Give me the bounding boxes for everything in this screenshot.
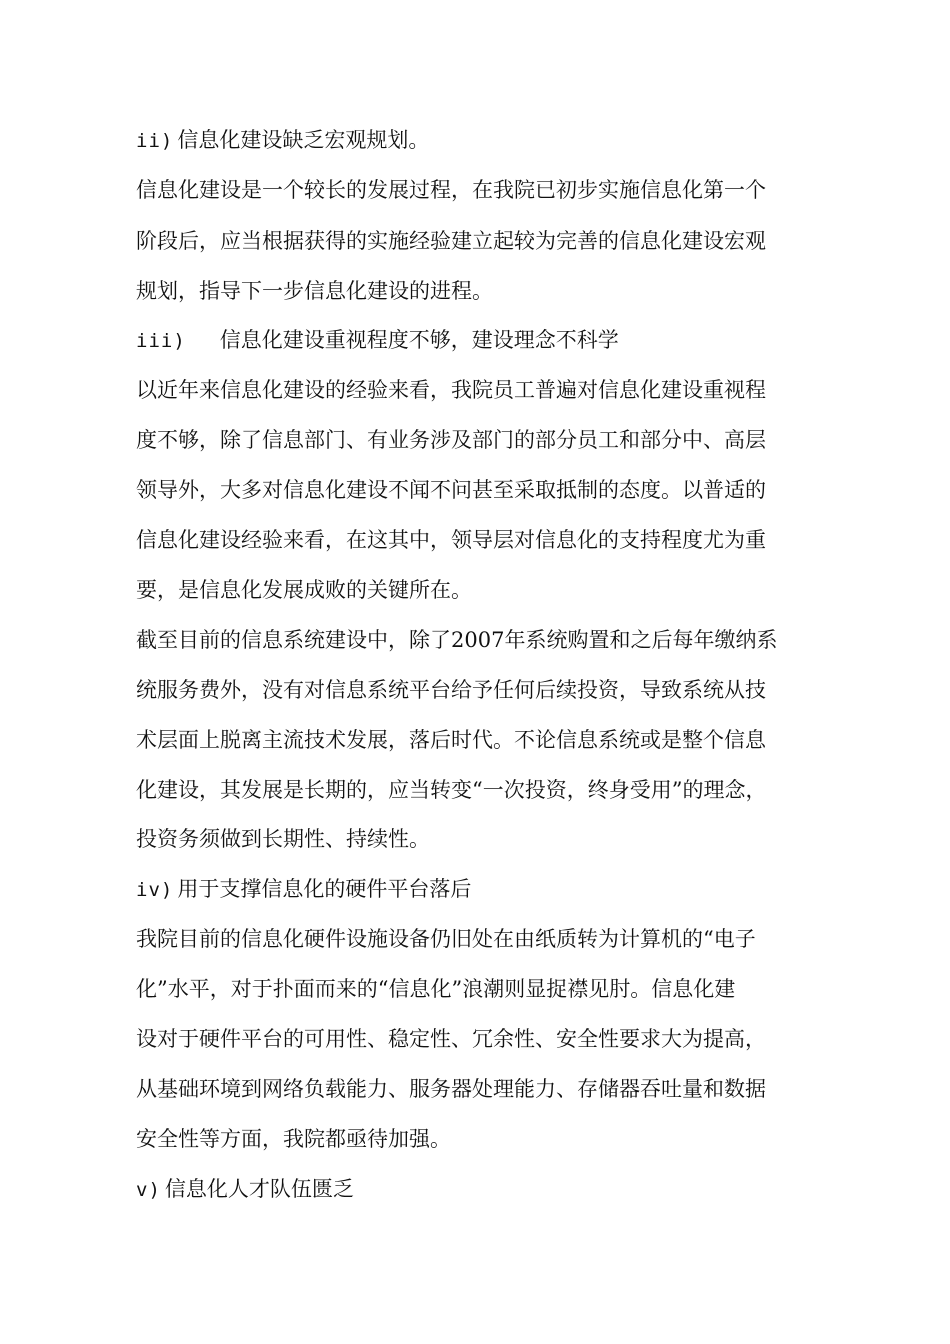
paragraph-line: 以近年来信息化建设的经验来看，我院员工普遍对信息化建设重视程	[136, 378, 766, 402]
paragraph-line: 信息化建设是一个较长的发展过程，在我院已初步实施信息化第一个	[136, 178, 766, 202]
section-heading-v	[136, 1174, 354, 1205]
paragraph-line: 投资务须做到长期性、持续性。	[136, 827, 430, 851]
heading-number: iv)	[136, 879, 174, 901]
paragraph-line: 化建设，其发展是长期的，应当转变“一次投资，终身受用”的理念，	[136, 778, 767, 802]
heading-number: v)	[136, 1179, 161, 1201]
section-heading-ii	[136, 125, 429, 156]
paragraph-line: 设对于硬件平台的可用性、稳定性、冗余性、安全性要求大为提高，	[136, 1027, 766, 1051]
heading-text: 信息化人才队伍匮乏	[164, 1177, 354, 1201]
section-heading-iv	[136, 874, 471, 905]
paragraph-line: 安全性等方面，我院都亟待加强。	[136, 1127, 451, 1151]
paragraph-line: 从基础环境到网络负载能力、服务器处理能力、存储器吞吐量和数据	[136, 1077, 766, 1101]
paragraph-line: 我院目前的信息化硬件设施设备仍旧处在由纸质转为计算机的“电子	[136, 927, 756, 951]
section-heading-iii	[136, 325, 619, 356]
heading-number: ii)	[136, 130, 174, 152]
heading-text: 信息化建设重视程度不够，建设理念不科学	[219, 328, 619, 352]
paragraph-line: 化”水平，对于扑面而来的“信息化”浪潮则显捉襟见肘。信息化建	[136, 977, 736, 1001]
paragraph-line: 度不够，除了信息部门、有业务涉及部门的部分员工和部分中、高层	[136, 428, 766, 452]
heading-text: 信息化建设缺乏宏观规划。	[177, 128, 430, 152]
paragraph-line: 信息化建设经验来看，在这其中，领导层对信息化的支持程度尤为重	[136, 528, 766, 552]
paragraph-line: 要，是信息化发展成败的关键所在。	[136, 578, 472, 602]
paragraph-line: 统服务费外，没有对信息系统平台给予任何后续投资，导致系统从技	[136, 678, 766, 702]
paragraph-line: 领导外，大多对信息化建设不闻不问甚至采取抵制的态度。以普适的	[136, 478, 766, 502]
heading-text: 用于支撑信息化的硬件平台落后	[177, 877, 472, 901]
paragraph-line: 规划，指导下一步信息化建设的进程。	[136, 279, 493, 303]
heading-number: iii)	[136, 330, 186, 352]
paragraph-line: 阶段后，应当根据获得的实施经验建立起较为完善的信息化建设宏观	[136, 229, 766, 253]
paragraph-line: 术层面上脱离主流技术发展，落后时代。不论信息系统或是整个信息	[136, 728, 766, 752]
paragraph-line: 截至目前的信息系统建设中，除了2007年系统购置和之后每年缴纳系	[136, 628, 778, 652]
